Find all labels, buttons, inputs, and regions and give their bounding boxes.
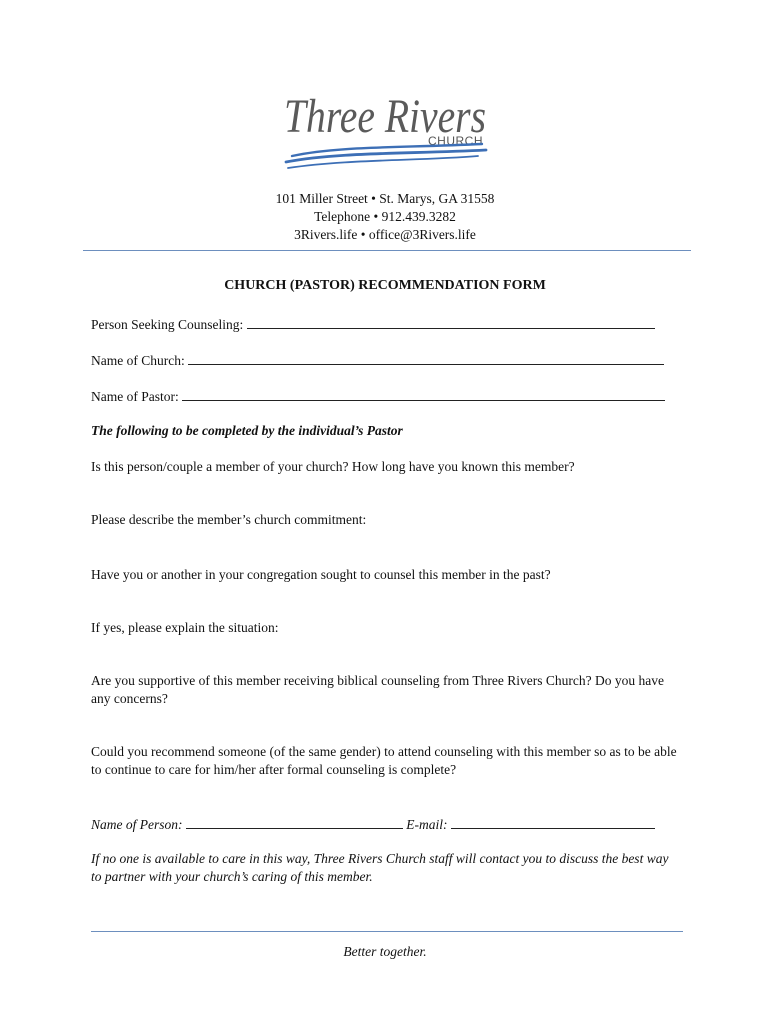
closing-note: If no one is available to care in this way, Three Rivers Church staff will contact you to discuss the best way to partner with your church’s caring of this member. [91, 851, 669, 884]
question-supportive: Are you supportive of this member receiving biblical counseling from Three Rivers Church? Do you have any concerns? [91, 673, 664, 706]
contact-fields [91, 815, 655, 833]
form-title: CHURCH (PASTOR) RECOMMENDATION FORM [224, 278, 546, 293]
church-name-field [91, 351, 664, 369]
name-of-person-input[interactable] [186, 815, 403, 829]
question-membership: Is this person/couple a member of your church? How long have you known this member? [91, 459, 575, 474]
question-commitment: Please describe the member’s church commitment: [91, 512, 367, 527]
logo-church-text: CHURCH [428, 134, 483, 148]
pastor-section-heading: The following to be completed by the individual’s Pastor [91, 423, 403, 438]
pastor-name-label: Name of Pastor: [91, 389, 179, 404]
header-divider [83, 250, 691, 251]
person-seeking-input[interactable] [247, 315, 655, 329]
pastor-name-input[interactable] [182, 387, 665, 401]
question-situation: If yes, please explain the situation: [91, 620, 279, 635]
question-recommend-someone: Could you recommend someone (of the same gender) to attend counseling with this member so as to be able to continue to care for him/her after formal counseling is complete? [91, 744, 677, 777]
question-past-counsel: Have you or another in your congregation sought to counsel this member in the past? [91, 567, 551, 582]
footer-tagline: Better together. [343, 944, 427, 959]
email-label: E-mail: [406, 817, 448, 832]
church-name-label: Name of Church: [91, 353, 185, 368]
logo-script-text: Three Rivers [284, 90, 486, 143]
person-seeking-field [91, 315, 655, 333]
three-rivers-church-logo [278, 82, 494, 170]
email-input[interactable] [451, 815, 655, 829]
address-line-2: Telephone • 912.439.3282 [314, 209, 456, 224]
person-seeking-label: Person Seeking Counseling: [91, 317, 244, 332]
church-name-input[interactable] [188, 351, 664, 365]
pastor-name-field [91, 387, 665, 405]
address-line-1: 101 Miller Street • St. Marys, GA 31558 [275, 191, 495, 206]
footer-divider [91, 931, 683, 932]
name-of-person-label: Name of Person: [91, 817, 183, 832]
address-line-3: 3Rivers.life • office@3Rivers.life [294, 227, 476, 242]
